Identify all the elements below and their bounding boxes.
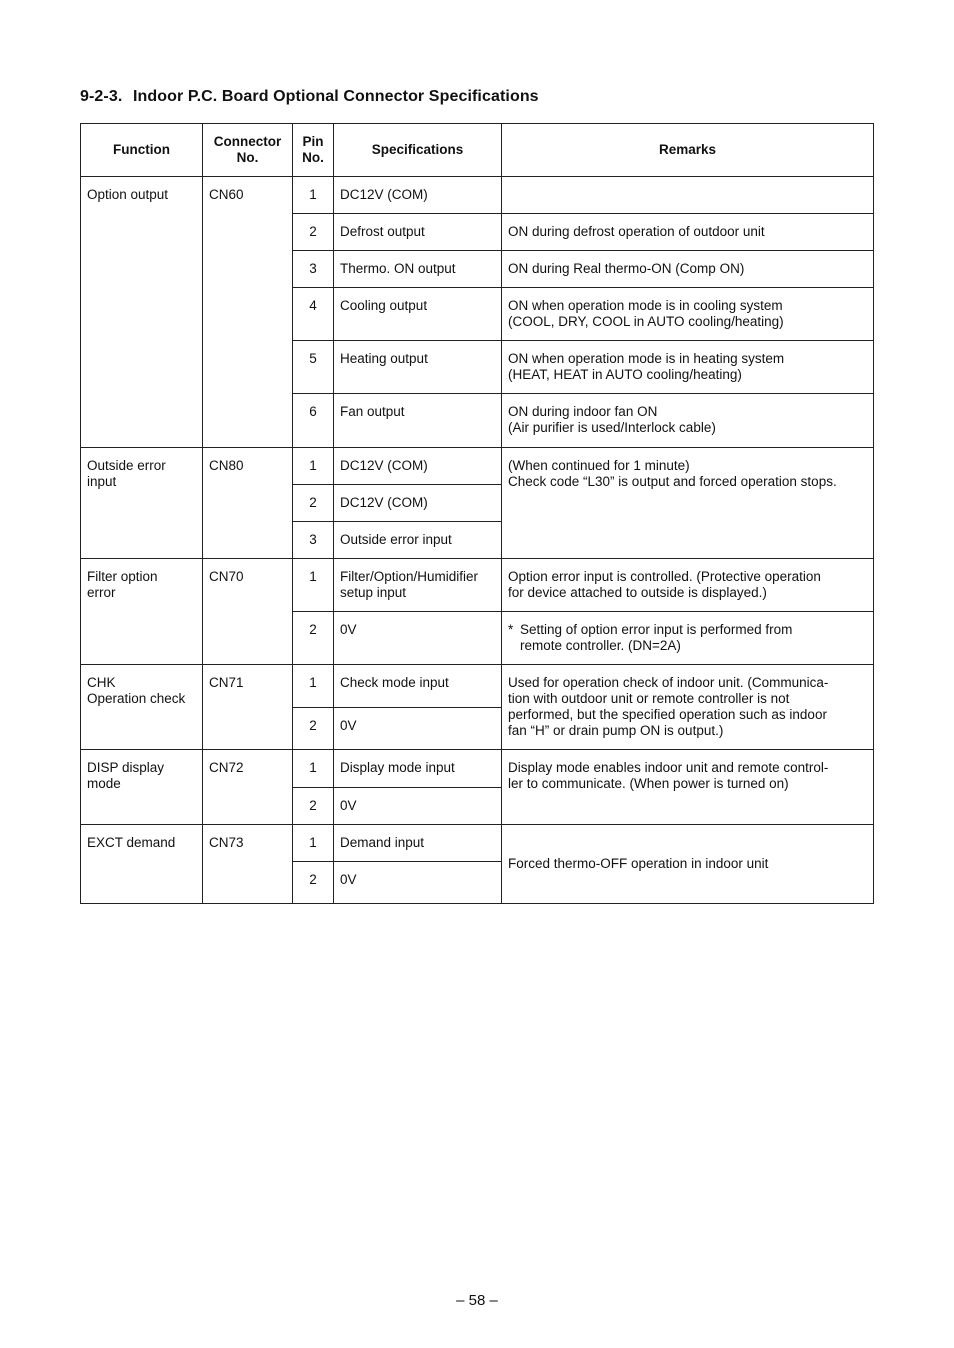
header-remarks: Remarks [502, 124, 874, 177]
pin-cell: 2 [293, 612, 334, 665]
spec-cell: Defrost output [334, 214, 502, 251]
function-cell: EXCT demand [81, 825, 203, 904]
pin-cell: 6 [293, 394, 334, 448]
spec-cell: 0V [334, 612, 502, 665]
spec-cell: DC12V (COM) [334, 448, 502, 485]
pin-cell: 3 [293, 251, 334, 288]
section-title-text: Indoor P.C. Board Optional Connector Specifications [132, 88, 539, 105]
page-number: – 58 – [456, 1292, 498, 1309]
table-row [81, 177, 874, 214]
spec-cell: Check mode input [334, 665, 502, 708]
remark-cell [502, 177, 874, 214]
table-row [81, 559, 874, 612]
function-cell: Option output [81, 177, 203, 448]
remark-cell: ON during defrost operation of outdoor unit [502, 214, 874, 251]
function-cell: Outside error input [81, 448, 203, 559]
spec-cell: 0V [334, 788, 502, 825]
connector-cell: CN80 [203, 448, 293, 559]
pin-cell: 1 [293, 825, 334, 862]
connector-cell: CN73 [203, 825, 293, 904]
section-number: 9-2-3. [80, 88, 123, 105]
spec-cell: Fan output [334, 394, 502, 448]
remark-cell: Used for operation check of indoor unit. (Communica- tion with outdoor unit or remote controller is not performed, but the specified operation such as indoor fan “H” or drain pump ON is output.) [502, 665, 874, 750]
header-specifications: Specifications [334, 124, 502, 177]
connector-cell: CN70 [203, 559, 293, 665]
pin-cell: 4 [293, 288, 334, 341]
pin-cell: 1 [293, 559, 334, 612]
pin-cell: 2 [293, 214, 334, 251]
pin-cell: 1 [293, 177, 334, 214]
spec-cell: Heating output [334, 341, 502, 394]
remark-note [508, 622, 867, 654]
remark-cell: Forced thermo-OFF operation in indoor unit [502, 825, 874, 904]
pin-cell: 2 [293, 788, 334, 825]
connector-spec-table [80, 123, 874, 904]
connector-cell: CN71 [203, 665, 293, 750]
remark-cell: (When continued for 1 minute) Check code “L30” is output and forced operation stops. [502, 448, 874, 559]
table-row [81, 825, 874, 862]
spec-cell: DC12V (COM) [334, 177, 502, 214]
remark-cell: Option error input is controlled. (Protective operation for device attached to outside is displayed.) [502, 559, 874, 612]
spec-cell: 0V [334, 862, 502, 904]
pin-cell: 5 [293, 341, 334, 394]
spec-cell: Cooling output [334, 288, 502, 341]
table-row [81, 665, 874, 708]
pin-cell: 3 [293, 522, 334, 559]
table-row [81, 750, 874, 788]
spec-cell: Thermo. ON output [334, 251, 502, 288]
pin-cell: 1 [293, 665, 334, 708]
asterisk-marker: * [508, 622, 514, 637]
spec-cell: DC12V (COM) [334, 485, 502, 522]
remark-cell [502, 612, 874, 665]
pin-cell: 2 [293, 708, 334, 750]
spec-cell: Outside error input [334, 522, 502, 559]
remark-cell: ON during Real thermo-ON (Comp ON) [502, 251, 874, 288]
function-cell: DISP display mode [81, 750, 203, 825]
connector-cell: CN60 [203, 177, 293, 448]
remark-cell: ON when operation mode is in heating system (HEAT, HEAT in AUTO cooling/heating) [502, 341, 874, 394]
function-cell: Filter option error [81, 559, 203, 665]
header-function: Function [81, 124, 203, 177]
spec-cell: Demand input [334, 825, 502, 862]
header-connector: Connector No. [203, 124, 293, 177]
pin-cell: 1 [293, 448, 334, 485]
connector-cell: CN72 [203, 750, 293, 825]
spec-cell: Display mode input [334, 750, 502, 788]
table-header-row [81, 124, 874, 177]
remark-cell: Display mode enables indoor unit and remote control- ler to communicate. (When power is turned on) [502, 750, 874, 825]
function-cell: CHK Operation check [81, 665, 203, 750]
remark-cell: ON during indoor fan ON (Air purifier is used/Interlock cable) [502, 394, 874, 448]
pin-cell: 2 [293, 485, 334, 522]
pin-cell: 1 [293, 750, 334, 788]
table-row [81, 448, 874, 485]
pin-cell: 2 [293, 862, 334, 904]
spec-cell: 0V [334, 708, 502, 750]
remark-note-text: Setting of option error input is performed from remote controller. (DN=2A) [520, 622, 793, 653]
header-pin: Pin No. [293, 124, 334, 177]
spec-cell: Filter/Option/Humidifier setup input [334, 559, 502, 612]
section-title [80, 88, 539, 106]
remark-cell: ON when operation mode is in cooling system (COOL, DRY, COOL in AUTO cooling/heating) [502, 288, 874, 341]
